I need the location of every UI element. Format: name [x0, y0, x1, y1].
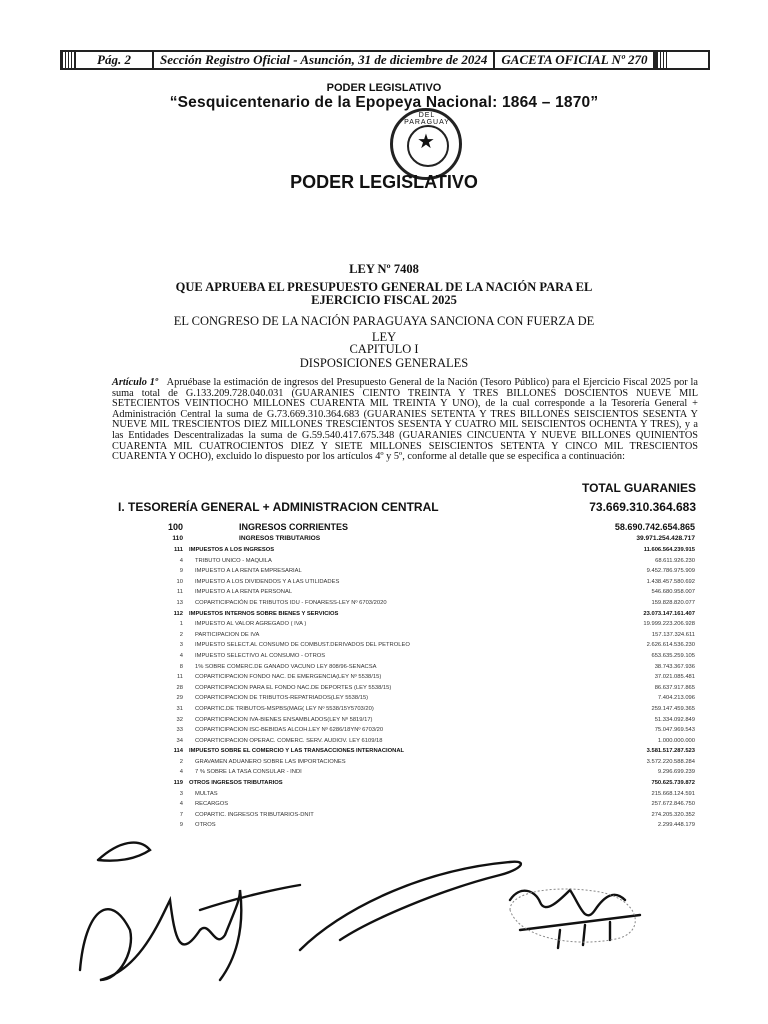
budget-row [113, 545, 713, 556]
budget-code: 3 [179, 642, 183, 649]
budget-label: TRIBUTO UNICO - MAQUILA [195, 557, 272, 564]
budget-amount: 19.999.223.206.928 [643, 621, 695, 628]
top-label: PODER LEGISLATIVO [326, 82, 442, 94]
budget-amount: 38.743.367.936 [654, 663, 695, 670]
budget-amount: 68.611.926.230 [655, 557, 695, 564]
budget-amount: 9.452.786.975.909 [646, 568, 695, 575]
budget-amount: 3.572.220.588.284 [646, 758, 695, 765]
budget-code: 4 [179, 801, 183, 808]
budget-code: 34 [176, 737, 183, 744]
budget-row [113, 630, 713, 641]
section-total: 73.669.310.364.683 [589, 500, 696, 514]
budget-code: 4 [179, 557, 183, 564]
budget-label: COPARTICIPACION OPERAC. COMERC. SERV. AUDIOV. LEY 6109/18 [195, 737, 383, 744]
page-number: Pág. 2 [76, 52, 154, 68]
budget-code: 11 [176, 589, 183, 596]
budget-label: IMPUESTO A LOS DIVIDENDOS Y A LAS UTILIDADES [195, 578, 340, 585]
budget-amount: 2.626.614.536.230 [646, 642, 695, 649]
budget-amount: 2.299.448.179 [657, 822, 695, 829]
budget-row [113, 693, 713, 704]
budget-label: OTROS [195, 822, 216, 829]
budget-amount: 39.971.254.428.717 [636, 535, 695, 543]
signature-middle [300, 862, 521, 950]
budget-label: IMPUESTO AL VALOR AGREGADO ( IVA ) [195, 621, 307, 628]
budget-amount: 159.828.820.077 [651, 599, 695, 606]
section-date: Sección Registro Oficial - Asunción, 31 de diciembre de 2024 [154, 52, 495, 68]
budget-row [113, 715, 713, 726]
budget-row [113, 566, 713, 577]
budget-row [113, 767, 713, 778]
budget-code: 100 [167, 521, 183, 532]
budget-row [113, 704, 713, 715]
budget-row [113, 640, 713, 651]
big-title: PODER LEGISLATIVO [290, 172, 478, 192]
budget-code: 32 [176, 716, 183, 723]
budget-row [113, 662, 713, 673]
budget-row [113, 520, 713, 534]
budget-label: COPARTIC. INGRESOS TRIBUTARIOS-DNIT [195, 811, 314, 818]
budget-label: IMPUESTO SELECT.AL CONSUMO DE COMBUST.DERIVADOS DEL PETROLEO [195, 642, 410, 649]
article-label: Artículo 1º [112, 377, 159, 388]
budget-label: 7 % SOBRE LA TASA CONSULAR - INDI [195, 769, 302, 776]
budget-amount: 1.000.000.000 [657, 737, 695, 744]
budget-amount: 3.581.517.287.523 [646, 748, 695, 755]
budget-label: IMPUESTO A LA RENTA EMPRESARIAL [195, 568, 302, 575]
chapter-title: DISPOSICIONES GENERALES [299, 356, 469, 370]
budget-amount: 1.438.457.580.692 [646, 578, 695, 585]
budget-row [113, 799, 713, 810]
budget-code: 7 [179, 811, 183, 818]
budget-amount: 546.680.958.007 [651, 589, 695, 596]
budget-label: COPARTICIPACIÓN DE TRIBUTOS IDU - FONARESS-LEY Nº 6703/2020 [195, 599, 387, 606]
header-hatch-left [62, 52, 76, 68]
budget-label: INGRESOS CORRIENTES [239, 521, 349, 532]
stamp-outline [510, 889, 635, 942]
seal-text: DEL PARAGUAY [404, 112, 450, 126]
signatures [40, 830, 760, 1010]
budget-label: GRAVAMEN ADUANERO SOBRE LAS IMPORTACIONES [195, 758, 346, 765]
budget-code: 114 [173, 748, 183, 755]
section-row [118, 500, 696, 514]
gazette-number: GACETA OFICIAL Nº 270 [495, 52, 655, 68]
budget-code: 11 [176, 674, 183, 681]
budget-row [113, 577, 713, 588]
budget-row [113, 736, 713, 747]
budget-label: COPARTICIPACION ISC-BEBIDAS ALCOH.LEY Nº 6286/18YNº 6703/20 [195, 727, 384, 734]
signature-right [510, 890, 640, 948]
budget-code: 112 [173, 610, 183, 617]
budget-row [113, 556, 713, 567]
budget-label: COPARTICIPACION FONDO NAC. DE EMERGENCIA(LEY Nº 5538/15) [195, 674, 382, 681]
budget-label: IMPUESTO A LA RENTA PERSONAL [195, 589, 293, 596]
budget-row [113, 789, 713, 800]
budget-code: 1 [179, 621, 183, 628]
budget-label: 1% SOBRE COMERC.DE GANADO VACUNO LEY 808/96-SENACSA [195, 663, 377, 670]
budget-code: 9 [179, 822, 183, 829]
budget-amount: 9.296.699.239 [657, 769, 695, 776]
budget-amount: 750.625.739.872 [651, 780, 695, 787]
law-title-line2: EJERCICIO FISCAL 2025 [311, 293, 457, 307]
budget-row [113, 672, 713, 683]
header-hatch-right [655, 52, 669, 68]
budget-code: 13 [176, 599, 183, 606]
law-number: LEY Nº 7408 [349, 262, 419, 276]
budget-code: 29 [176, 695, 183, 702]
budget-code: 8 [179, 663, 183, 670]
total-header: TOTAL GUARANIES [581, 481, 696, 495]
motto: “Sesquicentenario de la Epopeya Nacional: 1864 – 1870” [169, 94, 599, 111]
budget-amount: 23.073.147.161.407 [643, 610, 695, 617]
budget-amount: 86.637.917.865 [654, 684, 695, 691]
budget-amount: 215.668.124.591 [651, 790, 695, 797]
budget-row [113, 757, 713, 768]
budget-row [113, 587, 713, 598]
budget-row [113, 725, 713, 736]
budget-amount: 157.137.324.611 [651, 631, 695, 638]
budget-code: 31 [176, 705, 183, 712]
budget-amount: 51.334.092.849 [654, 716, 695, 723]
budget-label: IMPUESTO SOBRE EL COMERCIO Y LAS TRANSACCIONES INTERNACIONAL [189, 748, 405, 755]
law-title-line1: QUE APRUEBA EL PRESUPUESTO GENERAL DE LA NACIÓN PARA EL [175, 280, 593, 294]
budget-row [113, 746, 713, 757]
budget-code: 28 [176, 684, 183, 691]
budget-label: INGRESOS TRIBUTARIOS [239, 535, 321, 543]
budget-label: COPARTICIPACION IVA-BIENES ENSAMBLADOS(LEY Nº 5819/17) [195, 716, 373, 723]
budget-label: IMPUESTOS A LOS INGRESOS [189, 547, 275, 553]
budget-amount: 37.021.085.481 [654, 674, 695, 681]
signature-mark-left [98, 843, 150, 861]
budget-amount: 653.635.259.105 [651, 652, 695, 659]
budget-row [113, 609, 713, 620]
budget-code: 33 [176, 727, 183, 734]
budget-label: IMPUESTOS INTERNOS SOBRE BIENES Y SERVICIOS [189, 610, 339, 617]
signature-left [80, 885, 300, 980]
budget-code: 2 [179, 631, 183, 638]
budget-label: OTROS INGRESOS TRIBUTARIOS [189, 780, 283, 787]
budget-amount: 58.690.742.654.865 [614, 521, 695, 532]
budget-label: RECARGOS [195, 801, 229, 808]
budget-code: 110 [172, 535, 183, 543]
budget-label: MULTAS [195, 790, 218, 797]
budget-row [113, 534, 713, 545]
budget-amount: 7.404.213.096 [657, 695, 695, 702]
budget-amount: 75.047.969.543 [654, 727, 695, 734]
budget-label: PARTICIPACION DE IVA [195, 631, 260, 638]
budget-code: 119 [173, 780, 183, 787]
gazette-header [60, 50, 710, 70]
budget-code: 4 [179, 769, 183, 776]
budget-code: 4 [179, 652, 183, 659]
seal-star-icon: ★ [417, 131, 435, 153]
budget-row [113, 810, 713, 821]
budget-code: 2 [179, 758, 183, 765]
budget-label: COPARTICIPACION PARA EL FONDO NAC.DE DEPORTES (LEY 5538/15) [195, 684, 392, 691]
budget-label: IMPUESTO SELECTIVO AL CONSUMO - OTROS [195, 652, 326, 659]
article-text: Apruébase la estimación de ingresos del Presupuesto General de la Nación (Tesoro Público) para el Ejercicio Fiscal 2025 por la suma total de G.133.209.728.040.031 (GUARANIES CIENTO TREINTA Y TRES BILLONES DOSCIENTOS NUEVE MIL SETECIENTOS VEINTIOCHO MILLONES CUARENTA MIL TREINTA Y UNO), de la cual corresponde a la Tesorería General + Administración Central la suma de G.73.669.310.364.683 (GUARANIES SETENTA Y TRES BILLONES SEISCIENTOS SESENTA Y NUEVE MIL TRESCIENTOS DIEZ MILLONES TRESCIENTOS SESENTA Y CUATRO MIL SEISCIENTOS OCHENTA Y TRES), y a las Entidades Descentralizadas la suma de G.59.540.417.675.348 (GUARANIES CINCUENTA Y NUEVE BILLONES QUINIENTOS CUARENTA MIL CUATROCIENTOS DIEZ Y SIETE MILLONES SEISCIENTOS SETENTA Y CINCO MIL TRESCIENTOS CUARENTA Y OCHO), excluido lo dispuesto por los artículos 4º y 5º, conforme al detalle que se especifica a continuación: [112, 377, 698, 463]
budget-table [113, 520, 713, 831]
budget-amount: 257.672.846.750 [651, 801, 695, 808]
national-seal-icon [390, 108, 462, 180]
budget-row [113, 598, 713, 609]
budget-code: 10 [176, 578, 183, 585]
budget-amount: 274.205.320.352 [651, 811, 695, 818]
budget-row [113, 778, 713, 789]
budget-amount: 259.147.459.365 [651, 705, 695, 712]
article-1 [112, 378, 698, 463]
budget-code: 9 [179, 568, 183, 575]
budget-row [113, 651, 713, 662]
budget-label: COPARTICIPACION DE TRIBUTOS-REPATRIADOS(LEY 5538/15) [195, 695, 369, 702]
budget-row [113, 683, 713, 694]
chapter: CAPITULO I [349, 342, 419, 356]
budget-row [113, 619, 713, 630]
congress-line2: LEY [371, 330, 397, 344]
budget-code: 3 [179, 790, 183, 797]
section-title: I. TESORERÍA GENERAL + ADMINISTRACION CENTRAL [118, 500, 439, 514]
budget-amount: 11.606.564.239.915 [643, 547, 695, 553]
congress-line1: EL CONGRESO DE LA NACIÓN PARAGUAYA SANCIONA CON FUERZA DE [173, 314, 595, 328]
budget-code: 111 [173, 547, 183, 553]
budget-label: COPARTIC.DE TRIBUTOS-MSPBS(MAG( LEY Nº 5538/15Y5703/20) [195, 705, 374, 712]
